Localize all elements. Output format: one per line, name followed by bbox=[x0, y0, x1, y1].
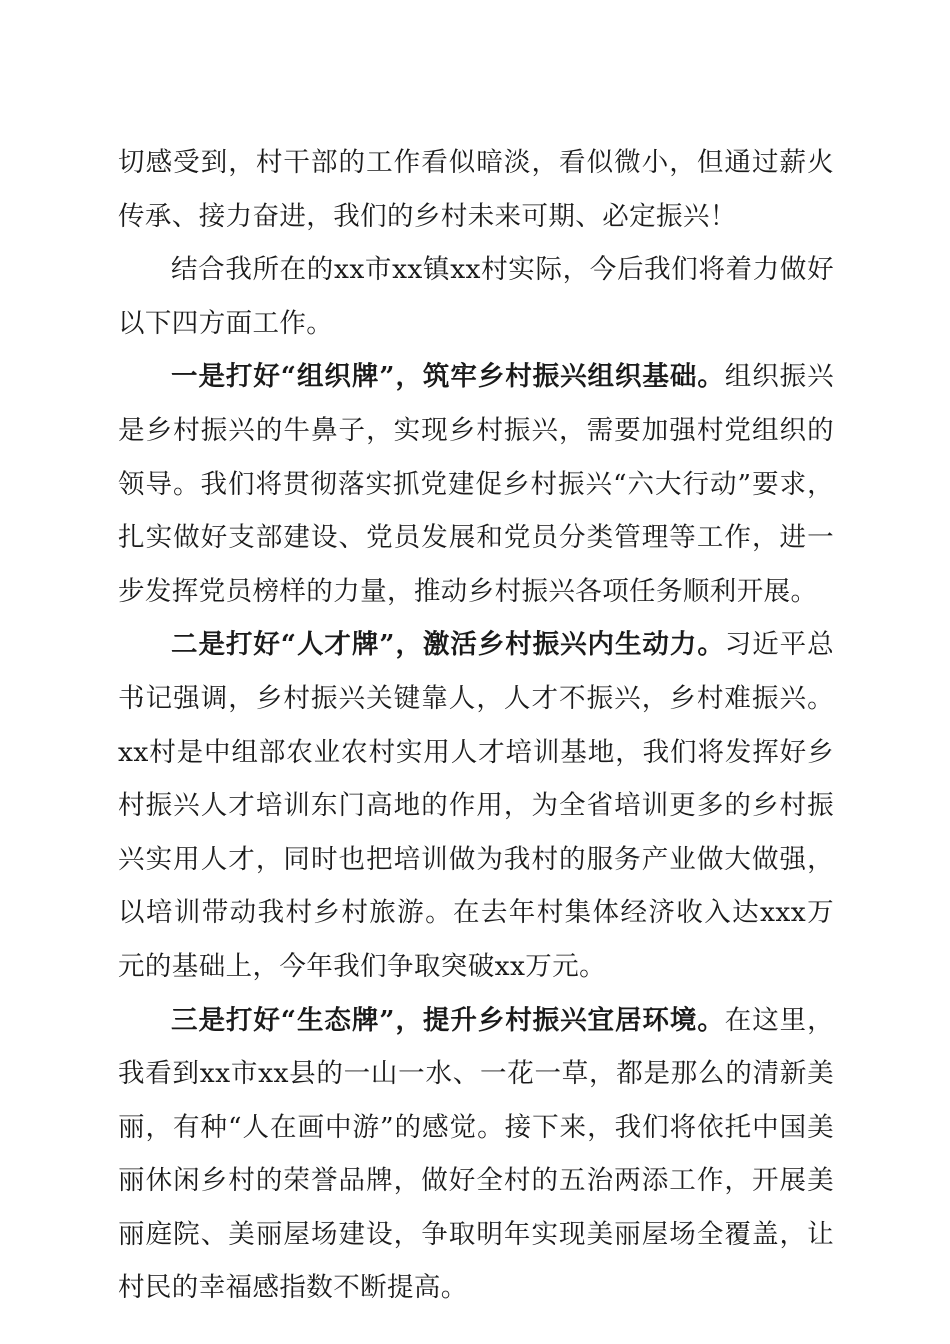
paragraph-heading: 三是打好“生态牌”，提升乡村振兴宜居环境。 bbox=[171, 1004, 725, 1036]
paragraph-text: 在这里，我看到xx市xx县的一山一水、一花一草，都是那么的清新美丽，有种“人在画中游”的感觉。接下来，我们将依托中国美丽休闲乡村的荣誉品牌，做好全村的五治两添工作，开展美丽庭院、美丽屋场建设，争取明年实现美丽屋场全覆盖，让村民的幸福感指数不断提高。 bbox=[118, 1004, 834, 1304]
paragraph-talent bbox=[118, 618, 834, 993]
paragraph-organization bbox=[118, 350, 834, 618]
paragraph-text: 组织振兴是乡村振兴的牛鼻子，实现乡村振兴，需要加强村党组织的领导。我们将贯彻落实抓党建促乡村振兴“六大行动”要求，扎实做好支部建设、党员发展和党员分类管理等工作，进一步发挥党员榜样的力量，推动乡村振兴各项任务顺利开展。 bbox=[118, 361, 834, 607]
paragraph-intro bbox=[118, 243, 834, 350]
paragraph-text: 切感受到，村干部的工作看似暗淡，看似微小，但通过薪火传承、接力奋进，我们的乡村未来可期、必定振兴！ bbox=[118, 147, 834, 232]
paragraph-heading: 二是打好“人才牌”，激活乡村振兴内生动力。 bbox=[171, 629, 725, 661]
paragraph-text: 结合我所在的xx市xx镇xx村实际，今后我们将着力做好以下四方面工作。 bbox=[118, 254, 834, 339]
paragraph-ecology bbox=[118, 994, 834, 1316]
paragraph-text: 习近平总书记强调，乡村振兴关键靠人，人才不振兴，乡村难振兴。xx村是中组部农业农村实用人才培训基地，我们将发挥好乡村振兴人才培训东门高地的作用，为全省培训更多的乡村振兴实用人才，同时也把培训做为我村的服务产业做大做强，以培训带动我村乡村旅游。在去年村集体经济收入达xxx万元的基础上，今年我们争取突破xx万元。 bbox=[118, 629, 834, 982]
paragraph-continuation bbox=[118, 136, 834, 243]
document-body bbox=[118, 136, 834, 1315]
paragraph-heading: 一是打好“组织牌”，筑牢乡村振兴组织基础。 bbox=[171, 361, 725, 393]
